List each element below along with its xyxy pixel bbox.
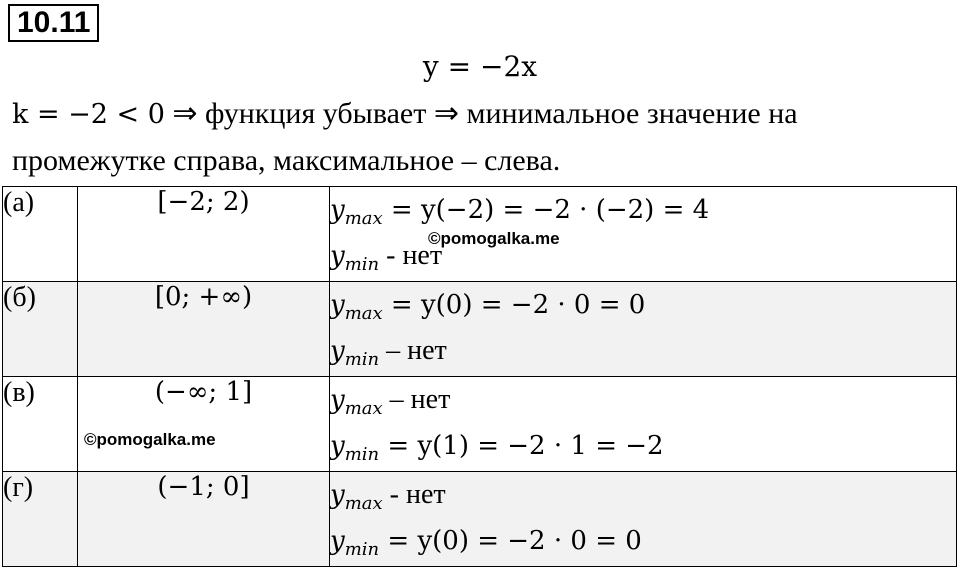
ymin-expression: = y(1) = −2 · 1 = −2 bbox=[379, 431, 664, 461]
result-cell bbox=[330, 187, 957, 282]
ymax-expression: – нет bbox=[382, 384, 451, 415]
ymin-symbol: y bbox=[330, 431, 345, 461]
ymax-expression: = y(0) = −2 · 0 = 0 bbox=[382, 290, 646, 320]
ymin-symbol: y bbox=[330, 526, 345, 556]
interval: (−1; 0] bbox=[78, 472, 330, 567]
intro-line-1 bbox=[12, 96, 798, 131]
ymax-symbol: y bbox=[330, 195, 345, 225]
ymax-subscript: max bbox=[344, 398, 383, 419]
ymin-subscript: min bbox=[344, 254, 380, 275]
intro-text-2: промежутке справа, максимальное – слева. bbox=[12, 144, 561, 177]
ymin-subscript: min bbox=[344, 539, 380, 560]
ymin-expression: – нет bbox=[379, 335, 447, 366]
ymax-line bbox=[330, 472, 956, 518]
ymax-line bbox=[330, 282, 956, 328]
ymin-symbol: y bbox=[330, 336, 345, 366]
ymin-expression: - нет bbox=[379, 240, 443, 271]
row-label: (а) bbox=[3, 187, 78, 282]
ymin-line bbox=[330, 423, 956, 469]
interval: [0; +∞) bbox=[78, 282, 330, 377]
ymax-expression: = y(−2) = −2 · (−2) = 4 bbox=[382, 195, 710, 225]
table-row bbox=[3, 377, 957, 472]
k-expression: k = −2 < 0 bbox=[12, 99, 165, 130]
ymax-line bbox=[330, 187, 956, 233]
ymax-expression: - нет bbox=[382, 479, 446, 510]
task-number: 10.11 bbox=[8, 4, 99, 42]
intro-line-2 bbox=[12, 144, 560, 178]
row-label: (в) bbox=[3, 377, 78, 472]
ymax-subscript: max bbox=[344, 208, 383, 229]
table-row bbox=[3, 472, 957, 567]
function-formula: y = −2x bbox=[422, 50, 538, 83]
intro-text-1: ⇒ функция убывает ⇒ минимальное значение на bbox=[164, 97, 798, 130]
ymin-line bbox=[330, 518, 956, 564]
ymax-subscript: max bbox=[344, 493, 383, 514]
row-label: (г) bbox=[3, 472, 78, 567]
watermark: ©pomogalka.me bbox=[84, 430, 216, 449]
ymax-symbol: y bbox=[330, 290, 345, 320]
watermark: ©pomogalka.me bbox=[428, 229, 560, 248]
result-cell bbox=[330, 377, 957, 472]
ymax-subscript: max bbox=[344, 303, 383, 324]
ymin-subscript: min bbox=[344, 444, 380, 465]
row-label: (б) bbox=[3, 282, 78, 377]
ymin-subscript: min bbox=[344, 349, 380, 370]
ymin-line bbox=[330, 328, 956, 374]
interval: (−∞; 1] bbox=[78, 377, 330, 472]
table-row bbox=[3, 282, 957, 377]
ymin-line bbox=[330, 233, 956, 279]
ymax-symbol: y bbox=[330, 385, 345, 415]
result-cell bbox=[330, 282, 957, 377]
result-cell bbox=[330, 472, 957, 567]
ymin-expression: = y(0) = −2 · 0 = 0 bbox=[379, 526, 642, 556]
ymax-line bbox=[330, 377, 956, 423]
ymin-symbol: y bbox=[330, 241, 345, 271]
interval: [−2; 2) bbox=[78, 187, 330, 282]
ymax-symbol: y bbox=[330, 480, 345, 510]
